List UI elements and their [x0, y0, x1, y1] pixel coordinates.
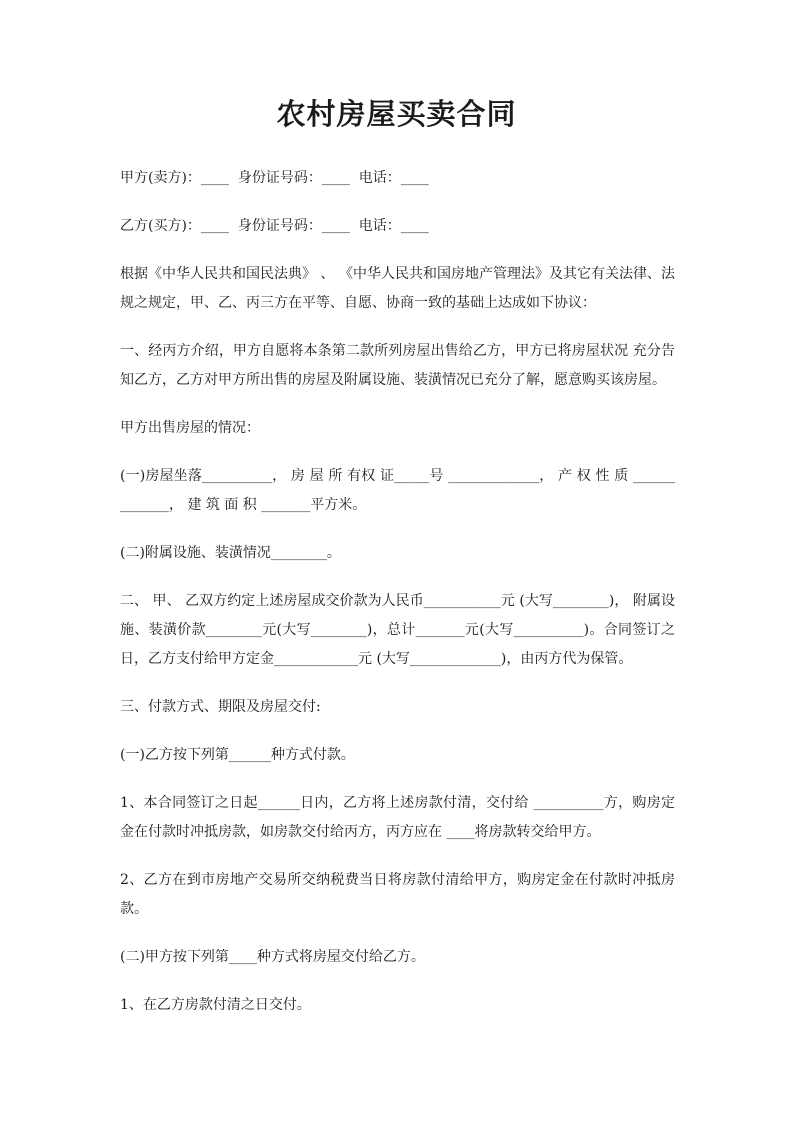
payment-option-one-paragraph: 1、本合同签订之日起______日内，乙方将上述房款付清，交付给 __________方，购房定金在付款时冲抵房款，如房款交付给丙方，丙方应在 ____将房款转交给甲方。	[120, 795, 675, 840]
facilities-paragraph: (二)附属设施、装潢情况________。	[120, 545, 341, 561]
clause-three-heading: 三、付款方式、期限及房屋交付:	[120, 699, 321, 715]
clause-one-paragraph: 一、经丙方介绍，甲方自愿将本条第二款所列房屋出售给乙方，甲方已将房屋状况 充分告知乙方，乙方对甲方所出售的房屋及附属设施、装潢情况已充分了解，愿意购买该房屋。	[120, 343, 675, 388]
clause-two-paragraph: 二、 甲、 乙双方约定上述房屋成交价款为人民币___________元 (大写________)， 附属设施、装潢价款________元(大写________)，总计_______元(大写__________)。合同签订之日，乙方支付给甲方定金____________元 (大写_____________)，由丙方代为保管。	[120, 593, 675, 667]
party-b-line: 乙方(买方)：____ 身份证号码：____ 电话：____	[120, 218, 429, 234]
delivery-method-paragraph: (二)甲方按下列第____种方式将房屋交付给乙方。	[120, 949, 425, 965]
legal-basis-paragraph: 根据《中华人民共和国民法典》 、 《中华人民共和国房地产管理法》及其它有关法律、法规之规定，甲、乙、丙三方在平等、自愿、协商一致的基础上达成如下协议：	[120, 266, 675, 311]
payment-option-two-paragraph: 2、乙方在到市房地产交易所交纳税费当日将房款付清给甲方，购房定金在付款时冲抵房款。	[120, 872, 675, 917]
document-body	[120, 164, 675, 1039]
house-location-paragraph: (一)房屋坐落__________， 房 屋 所 有权 证_____号 _____________， 产 权 性 质 _____________， 建 筑 面 积 _______平方米。	[120, 468, 675, 513]
house-info-heading: 甲方出售房屋的情况：	[120, 420, 260, 436]
document-title: 农村房屋买卖合同	[276, 97, 517, 131]
payment-method-paragraph: (一)乙方按下列第______种方式付款。	[120, 747, 355, 763]
party-a-line: 甲方(卖方)：____ 身份证号码：____ 电话：____	[120, 170, 429, 186]
delivery-option-one-paragraph: 1、在乙方房款付清之日交付。	[120, 997, 311, 1013]
